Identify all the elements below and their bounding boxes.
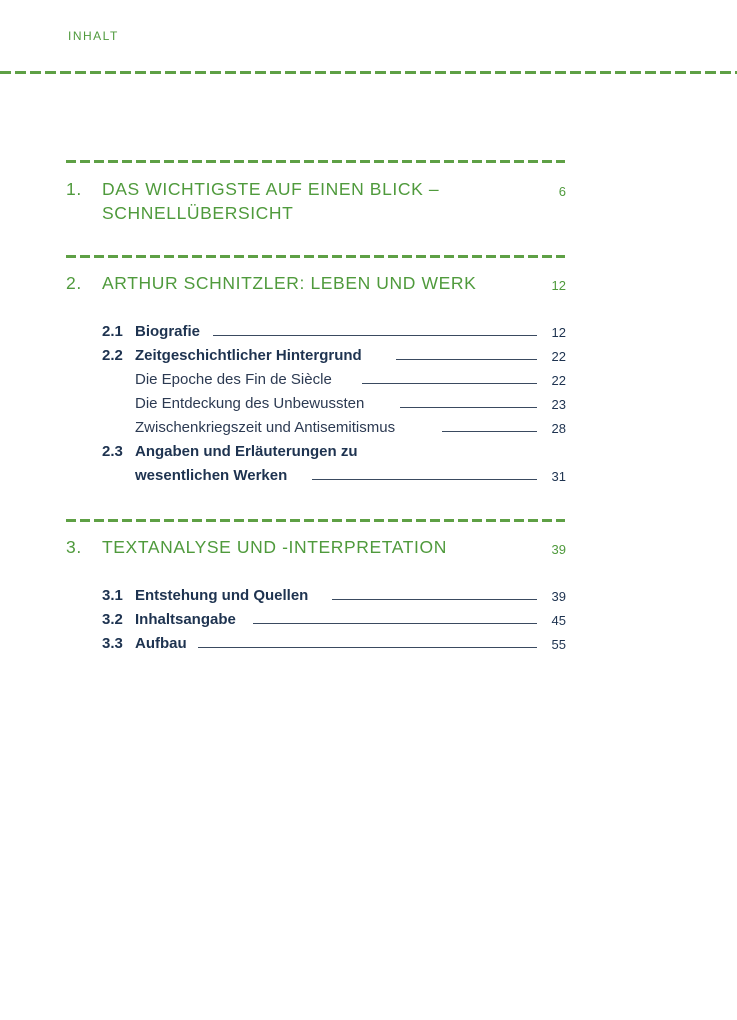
entry-page: 39 (551, 589, 566, 604)
entry-title: Entstehung und Quellen (135, 587, 309, 604)
toc-entry[interactable] (102, 585, 566, 607)
chapter-dashed-rule (66, 519, 565, 522)
entry-title: Die Epoche des Fin de Siècle (135, 371, 332, 388)
dot-leader (396, 359, 537, 360)
entry-number: 3.2 (102, 611, 123, 628)
dot-leader (362, 383, 537, 384)
entry-title: Zeitgeschichtlicher Hintergrund (135, 347, 362, 364)
entry-page: 23 (551, 397, 566, 412)
chapter-number: 2. (66, 273, 82, 293)
toc-entry[interactable] (102, 441, 566, 463)
chapter-dashed-rule (66, 160, 565, 163)
dot-leader (253, 623, 537, 624)
chapter-title-line-2: SCHNELLÜBERSICHT (102, 203, 294, 223)
entry-number: 2.1 (102, 323, 123, 340)
entry-title: Zwischenkriegszeit und Antisemitismus (135, 419, 396, 436)
chapter-title: TEXTANALYSE UND -INTERPRETATION (102, 537, 447, 557)
running-header: INHALT (68, 29, 119, 43)
dot-leader (332, 599, 537, 600)
entry-page: 31 (551, 469, 566, 484)
entry-page: 28 (551, 421, 566, 436)
entry-title: wesentlichen Werken (135, 467, 288, 484)
entry-page: 22 (551, 349, 566, 364)
dot-leader (442, 431, 537, 432)
dot-leader (213, 335, 537, 336)
entry-title: Angaben und Erläuterungen zu (135, 443, 358, 460)
toc-chapter-1[interactable] (66, 176, 566, 228)
dot-leader (312, 479, 537, 480)
toc-chapter-2[interactable] (66, 270, 566, 296)
toc-subentry[interactable] (102, 417, 566, 439)
entry-page: 22 (551, 373, 566, 388)
chapter-title: ARTHUR SCHNITZLER: LEBEN UND WERK (102, 273, 477, 293)
entry-number: 2.2 (102, 347, 123, 364)
toc-entry[interactable] (102, 321, 566, 343)
entry-title: Aufbau (135, 635, 187, 652)
entry-title: Die Entdeckung des Unbewussten (135, 395, 365, 412)
entry-number: 2.3 (102, 443, 123, 460)
toc-subentry[interactable] (102, 369, 566, 391)
dot-leader (198, 647, 537, 648)
chapter-dashed-rule (66, 255, 565, 258)
toc-chapter-3[interactable] (66, 534, 566, 560)
entry-title: Biografie (135, 323, 201, 340)
toc-entry[interactable] (102, 609, 566, 631)
chapter-page: 12 (551, 278, 566, 293)
entry-title: Inhaltsangabe (135, 611, 236, 628)
chapter-page: 39 (551, 542, 566, 557)
toc-subentry[interactable] (102, 393, 566, 415)
chapter-number: 1. (66, 179, 82, 199)
entry-number: 3.3 (102, 635, 123, 652)
chapter-page: 6 (558, 184, 566, 199)
toc-entry[interactable] (102, 345, 566, 367)
chapter-number: 3. (66, 537, 82, 557)
entry-page: 45 (551, 613, 566, 628)
header-dashed-rule (0, 71, 737, 74)
entry-page: 55 (551, 637, 566, 652)
entry-page: 12 (551, 325, 566, 340)
toc-entry-continuation[interactable] (102, 465, 566, 487)
toc-entry[interactable] (102, 633, 566, 655)
chapter-title: DAS WICHTIGSTE AUF EINEN BLICK – (102, 179, 440, 199)
dot-leader (400, 407, 537, 408)
entry-number: 3.1 (102, 587, 123, 604)
